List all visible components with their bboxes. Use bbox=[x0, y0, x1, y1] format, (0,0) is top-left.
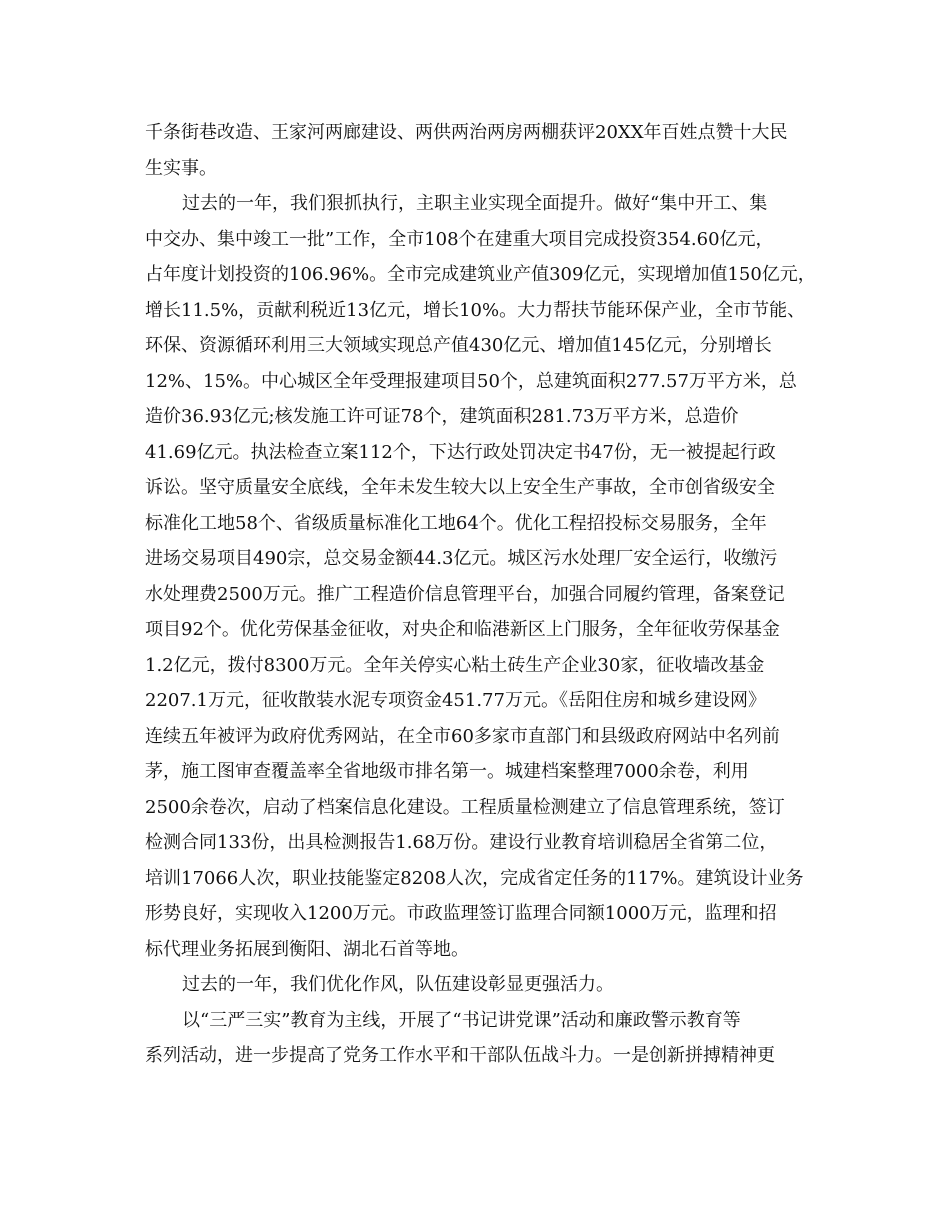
paragraph-start-line: 过去的一年，我们优化作风，队伍建设彰显更强活力。 bbox=[182, 974, 614, 995]
text-line: 造价36.93亿元;核发施工许可证78个，建筑面积281.73万平方米，总造价 bbox=[145, 406, 739, 427]
text-line: 系列活动，进一步提高了党务工作水平和干部队伍战斗力。一是创新拼搏精神更 bbox=[145, 1045, 775, 1066]
text-line: 生实事。 bbox=[145, 157, 217, 179]
paragraph-start-line: 以“三严三实”教育为主线，开展了“书记讲党课”活动和廉政警示教育等 bbox=[182, 1009, 741, 1031]
text-line: 水处理费2500万元。推广工程造价信息管理平台，加强合同履约管理，备案登记 bbox=[145, 583, 785, 605]
text-line: 2500余卷次，启动了档案信息化建设。工程质量检测建立了信息管理系统，签订 bbox=[145, 796, 785, 818]
document-body bbox=[145, 115, 815, 1074]
text-line: 千条街巷改造、王家河两廊建设、两供两治两房两棚获评20XX年百姓点赞十大民 bbox=[145, 122, 788, 143]
text-line: 连续五年被评为政府优秀网站，在全市60多家市直部门和县级政府网站中名列前 bbox=[145, 725, 780, 747]
text-line: 标准化工地58个、省级质量标准化工地64个。优化工程招投标交易服务，全年 bbox=[145, 512, 767, 534]
text-line: 41.69亿元。执法检查立案112个，下达行政处罚决定书47份，无一被提起行政 bbox=[145, 441, 776, 463]
text-line: 标代理业务拓展到衡阳、湖北石首等地。 bbox=[145, 938, 469, 960]
text-line: 环保、资源循环利用三大领域实现总产值430亿元、增加值145亿元，分别增长 bbox=[145, 335, 772, 356]
text-line: 项目92个。优化劳保基金征收，对央企和临港新区上门服务，全年征收劳保基金 bbox=[145, 619, 780, 640]
text-line: 形势良好，实现收入1200万元。市政监理签订监理合同额1000万元，监理和招 bbox=[145, 903, 777, 924]
text-line: 2207.1万元，征收散装水泥专项资金451.77万元。《岳阳住房和城乡建设网》 bbox=[145, 690, 766, 711]
text-line: 占年度计划投资的106.96%。全市完成建筑业产值309亿元，实现增加值150亿元， bbox=[145, 264, 816, 285]
text-line: 诉讼。坚守质量安全底线，全年未发生较大以上安全生产事故，全市创省级安全 bbox=[145, 477, 775, 498]
paragraph-start-line: 过去的一年，我们狠抓执行，主职主业实现全面提升。做好“集中开工、集 bbox=[182, 193, 768, 214]
text-line: 检测合同133份，出具检测报告1.68万份。建设行业教育培训稳居全省第二位， bbox=[145, 832, 778, 853]
text-line: 12%、15%。中心城区全年受理报建项目50个，总建筑面积277.57万平方米，总 bbox=[145, 370, 797, 392]
text-line: 1.2亿元，拨付8300万元。全年关停实心粘土砖生产企业30家，征收墙改基金 bbox=[145, 654, 765, 676]
text-line: 增长11.5%，贡献利税近13亿元，增长10%。大力帮扶节能环保产业，全市节能、 bbox=[145, 299, 806, 321]
text-line: 中交办、集中竣工一批”工作，全市108个在建重大项目完成投资354.60亿元， bbox=[145, 228, 774, 250]
text-line: 培训17066人次，职业技能鉴定8208人次，完成省定任务的117%。建筑设计业务 bbox=[145, 867, 804, 889]
text-line: 茅，施工图审查覆盖率全省地级市排名第一。城建档案整理7000余卷，利用 bbox=[145, 761, 749, 782]
text-line: 进场交易项目490宗，总交易金额44.3亿元。城区污水处理厂安全运行，收缴污 bbox=[145, 548, 778, 569]
